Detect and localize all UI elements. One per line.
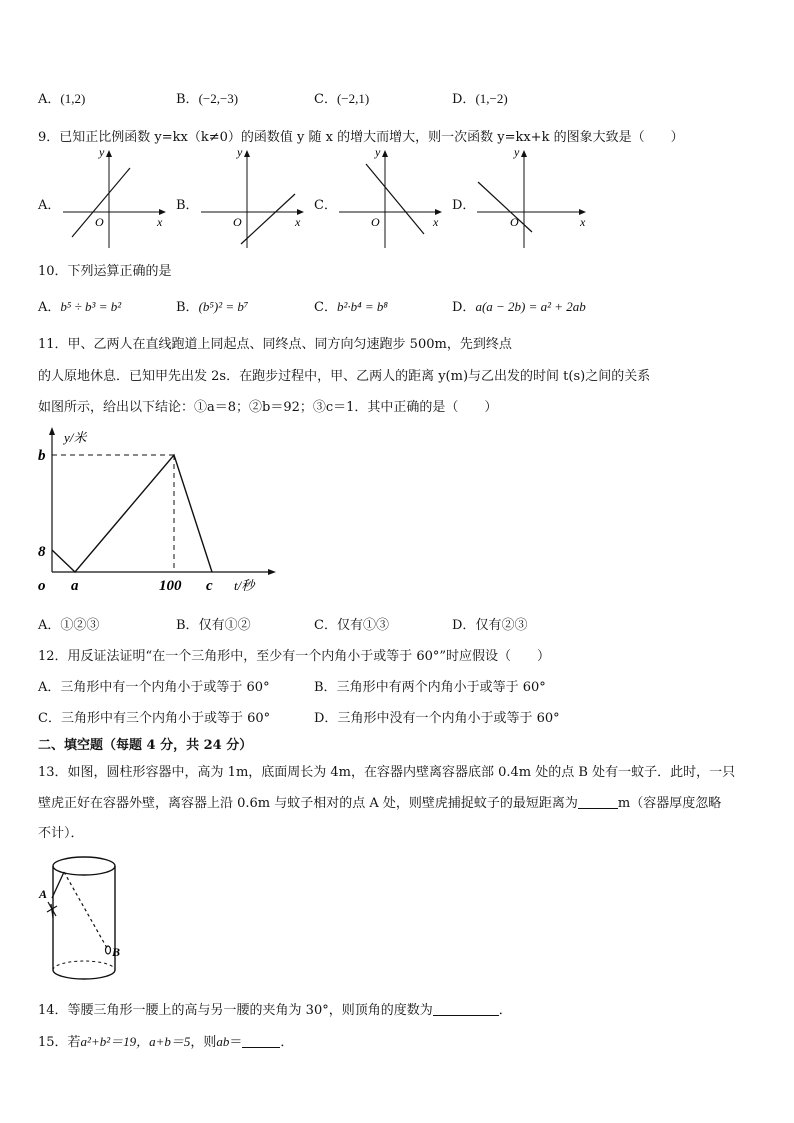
q11-option-c: C．仅有①③ (314, 618, 389, 633)
q9-option-d-label: D． (452, 198, 476, 213)
q9-graph-a (58, 144, 173, 250)
q11-line-3: 如图所示，给出以下结论：①a＝8；②b＝92；③c＝1．其中正确的是（ ） (38, 400, 498, 415)
q15-stem: 15．若a²+b²＝19，a+b＝5，则ab＝ ． (38, 1034, 294, 1050)
q11-option-d: D．仅有②③ (452, 618, 528, 633)
q13-answer-blank (578, 808, 618, 809)
point-b-label: B (112, 945, 121, 959)
x-axis-label: x (157, 215, 163, 229)
q12-option-c: C．三角形中有三个内角小于或等于 60° (38, 711, 271, 726)
c-label: c (206, 578, 213, 594)
q8-option-a: A．(1,2) (38, 91, 86, 107)
q11-line-2: 的人原地休息．已知甲先出发 2s．在跑步过程中，甲、乙两人的距离 y(m)与乙出发的时间 t(s)之间的关系 (38, 369, 651, 384)
q10-option-a: A．b⁵ ÷ b³ = b² (38, 299, 122, 315)
y-axis-label: y (375, 145, 381, 159)
gecko-icon (47, 902, 57, 918)
x-axis-label: t/秒 (234, 578, 255, 593)
origin-label: o (38, 578, 46, 594)
q13-cylinder-figure (38, 852, 130, 988)
y-axis-label: y (237, 145, 243, 159)
q9-option-a-label: A． (38, 198, 61, 213)
q8-option-c: C．(−2,1) (314, 91, 370, 107)
origin-label: O (95, 215, 104, 229)
origin-label: O (371, 215, 380, 229)
x-axis-label: x (295, 215, 301, 229)
hundred-label: 100 (159, 578, 182, 594)
q11-line-1: 11．甲、乙两人在直线跑道上同起点、同终点、同方向匀速跑步 500m，先到终点 (38, 337, 512, 352)
q9-graph-d (472, 144, 597, 250)
q9-option-c-label: C． (314, 198, 337, 213)
q8-option-b: B．(−2,−3) (176, 91, 239, 107)
q9-graph-c (334, 144, 449, 250)
q12-option-d: D．三角形中没有一个内角小于或等于 60° (314, 711, 560, 726)
q9-graph-b (196, 144, 311, 250)
mosquito-icon (106, 946, 111, 954)
a-label: a (71, 578, 79, 594)
q9-option-b-label: B． (176, 198, 199, 213)
q13-line-2: 壁虎正好在容器外壁，离容器上沿 0.6m 与蚊子相对的点 A 处，则壁虎捕捉蚊子的最短距离为 m（容器厚度忽略 (38, 796, 722, 811)
q10-option-d: D．a(a − 2b) = a² + 2ab (452, 299, 586, 315)
q9-graph-b-line (241, 194, 295, 244)
q14-answer-blank (433, 1015, 499, 1016)
q11-distance-time-chart (30, 422, 280, 594)
q12-stem: 12．用反证法证明“在一个三角形中，至少有一个内角小于或等于 60°”时应假设（ ） (38, 649, 551, 664)
b-label: b (38, 448, 46, 464)
y-axis-label: y/米 (64, 430, 87, 445)
y-axis-label: y (99, 145, 105, 159)
section-title-fill-in: 二、填空题（每题 4 分，共 24 分） (38, 738, 253, 753)
q12-option-a: A．三角形中有一个内角小于或等于 60° (38, 680, 270, 695)
q12-option-b: B．三角形中有两个内角小于或等于 60° (314, 680, 546, 695)
y-axis-label: y (514, 145, 520, 159)
q10-option-c: C．b²·b⁴ = b⁸ (314, 299, 388, 315)
q11-option-a: A．①②③ (38, 618, 100, 633)
q11-graph-path (52, 455, 212, 572)
q9-stem: 9．已知正比例函数 y=kx（k≠0）的函数值 y 随 x 的增大而增大，则一次函数 y=kx+k 的图象大致是（ ） (38, 130, 684, 145)
q13-line-1: 13．如图，圆柱形容器中，高为 1m，底面周长为 4m，在容器内壁离容器底部 0.4m 处的点 B 处有一蚊子．此时，一只 (38, 765, 736, 780)
eight-label: 8 (38, 544, 46, 560)
x-axis-label: x (580, 215, 586, 229)
q15-answer-blank (242, 1047, 280, 1048)
q8-option-d: D．(1,−2) (452, 91, 508, 107)
origin-label: O (233, 215, 242, 229)
point-a-label: A (39, 887, 48, 901)
q14-stem: 14．等腰三角形一腰上的高与另一腰的夹角为 30°，则顶角的度数为 ． (38, 1003, 512, 1018)
x-axis-label: x (433, 215, 439, 229)
q10-option-b: B．(b⁵)² = b⁷ (176, 299, 249, 315)
q11-option-b: B．仅有①② (176, 618, 251, 633)
origin-label: O (510, 215, 519, 229)
q10-stem: 10．下列运算正确的是 (38, 264, 172, 279)
q13-line-3: 不计）． (38, 826, 84, 841)
